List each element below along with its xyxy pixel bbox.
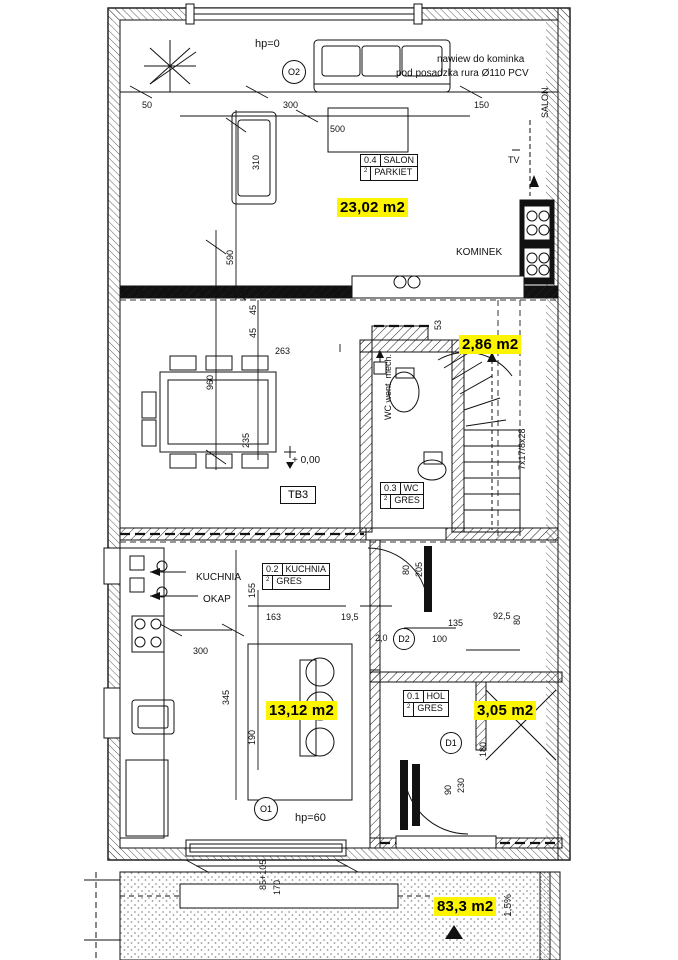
room-tag-bottom bbox=[381, 495, 423, 507]
dimension-v-9: 345 bbox=[221, 689, 231, 705]
room-tag-top bbox=[361, 155, 417, 167]
dimension-v-14: 90 bbox=[443, 784, 453, 795]
dimension-v-5: 960 bbox=[205, 374, 215, 390]
room-tag-wc bbox=[380, 482, 424, 509]
dimension-v-1: 310 bbox=[251, 154, 261, 170]
room-number: 0.2 bbox=[263, 564, 283, 575]
room-name: KUCHNIA bbox=[285, 564, 327, 574]
dimension-v-16: 180 bbox=[478, 741, 488, 757]
dimension-v-7: 53 bbox=[433, 319, 443, 330]
dimension-v-3: 45 bbox=[248, 304, 258, 315]
dimension-v-12: 205 bbox=[414, 561, 424, 577]
room-tag-hol bbox=[403, 690, 449, 717]
dimension-h-6: 163 bbox=[266, 612, 282, 622]
room-name: HOL bbox=[426, 691, 446, 701]
area-highlight-4: 3,05 m2 bbox=[474, 701, 536, 720]
annotation-2: nawiew do kominka bbox=[437, 54, 525, 65]
dimension-v-15: 230 bbox=[456, 777, 466, 793]
room-finish: GRES bbox=[394, 495, 420, 506]
dimension-h-10: 300 bbox=[193, 646, 209, 656]
room-tag-bottom bbox=[361, 167, 417, 179]
dimension-v-17: 7x17/8x28 bbox=[517, 428, 527, 470]
marker-d2: D2 bbox=[393, 628, 415, 650]
dimension-v-21: 170 bbox=[272, 879, 282, 895]
dimension-h-5: 263 bbox=[275, 346, 291, 356]
room-tag-top bbox=[381, 483, 423, 495]
room-number: 0.3 bbox=[381, 483, 401, 494]
room-tag-bottom bbox=[263, 576, 329, 588]
marker-o2: O2 bbox=[282, 60, 306, 84]
dimension-h-12: 2,0 bbox=[375, 633, 388, 643]
room-area: 2 bbox=[381, 495, 391, 507]
room-area: 2 bbox=[263, 576, 273, 588]
room-area: 2 bbox=[361, 167, 371, 179]
room-finish: GRES bbox=[276, 576, 302, 587]
annotation-8: hp=60 bbox=[295, 812, 326, 824]
marker-o1: O1 bbox=[254, 797, 278, 821]
area-highlight-2: 2,86 m2 bbox=[459, 335, 521, 354]
annotation-3: pod posadzka rura Ø110 PCV bbox=[396, 68, 529, 79]
room-tag-top bbox=[404, 691, 448, 703]
dimension-h-7: 19,5 bbox=[341, 612, 359, 622]
annotation-4: KOMINEK bbox=[456, 247, 503, 258]
dimension-h-4: 500 bbox=[330, 124, 346, 134]
room-finish: PARKIET bbox=[374, 167, 413, 178]
dimension-v-6: 235 bbox=[241, 432, 251, 448]
room-number: 0.4 bbox=[361, 155, 381, 166]
room-tag-kuchnia bbox=[262, 563, 330, 590]
dimension-h-8: 100 bbox=[432, 634, 448, 644]
annotation-10: 1,5% bbox=[502, 894, 514, 917]
dimension-h-1: 50 bbox=[142, 100, 153, 110]
electrical-panel-tb3: TB3 bbox=[280, 486, 316, 504]
room-tag-bottom bbox=[404, 703, 448, 715]
dimension-v-2: 590 bbox=[225, 249, 235, 265]
entrance-arrow-icon bbox=[445, 925, 463, 939]
dimension-v-4: 45 bbox=[248, 327, 258, 338]
annotation-6: KUCHNIA bbox=[196, 572, 242, 583]
dimension-v-11: 80 bbox=[401, 564, 411, 575]
dimension-v-20: 85+105 bbox=[258, 859, 268, 890]
room-tag-salon bbox=[360, 154, 418, 181]
annotation-7: OKAP bbox=[203, 594, 231, 605]
dimension-v-18: SALON bbox=[540, 87, 550, 118]
dimension-v-8: 155 bbox=[247, 582, 257, 598]
dimension-h-11: 135 bbox=[448, 618, 464, 628]
annotation-5: TV bbox=[508, 155, 520, 165]
area-highlight-3: 13,12 m2 bbox=[266, 701, 337, 720]
room-name: WC bbox=[403, 483, 419, 493]
dimension-h-9: 92,5 bbox=[493, 611, 511, 621]
room-area: 2 bbox=[404, 703, 414, 715]
room-tag-top bbox=[263, 564, 329, 576]
area-highlight-1: 23,02 m2 bbox=[337, 198, 408, 217]
dimension-h-3: 150 bbox=[474, 100, 490, 110]
annotation-9: + 0,00 bbox=[292, 455, 321, 466]
area-highlight-5: 83,3 m2 bbox=[434, 897, 496, 916]
annotation-1: hp=0 bbox=[255, 38, 280, 50]
room-finish: GRES bbox=[417, 703, 443, 714]
marker-d1: D1 bbox=[440, 732, 462, 754]
room-name: SALON bbox=[383, 155, 415, 165]
dimension-v-13: 80 bbox=[512, 614, 522, 625]
dimension-h-2: 300 bbox=[283, 100, 299, 110]
room-number: 0.1 bbox=[404, 691, 424, 702]
dimension-v-19: WC went. mech. bbox=[383, 353, 393, 420]
dimension-v-10: 190 bbox=[247, 729, 257, 745]
